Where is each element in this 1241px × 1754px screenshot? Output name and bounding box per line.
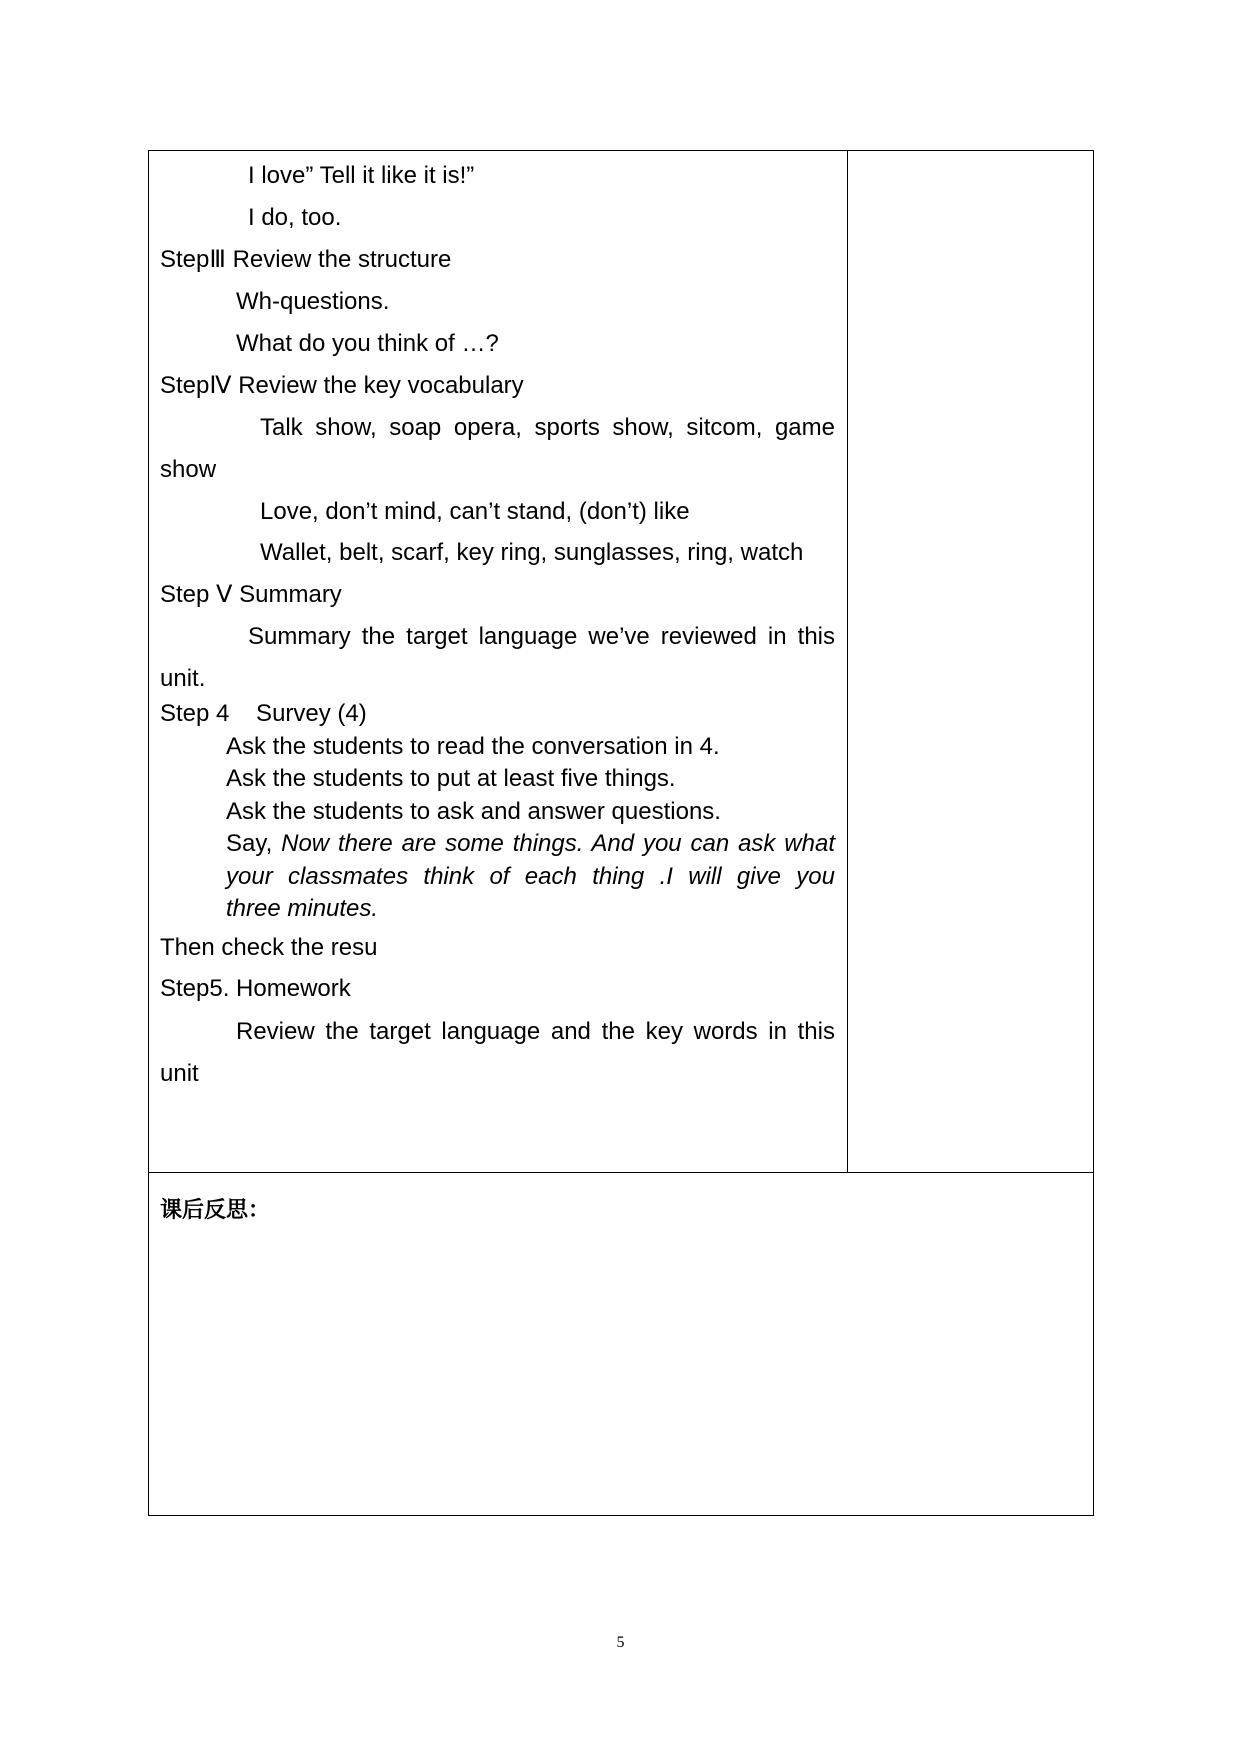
dialogue-line: I love” Tell it like it is!”	[248, 162, 475, 189]
step-heading: Step 4 Survey (4)	[160, 700, 367, 727]
lesson-line: What do you think of …?	[236, 330, 499, 357]
step-heading: Step Ⅴ Summary	[160, 581, 342, 608]
step-heading: StepⅣ Review the key vocabulary	[160, 372, 524, 399]
dialogue-line: I do, too.	[248, 204, 342, 231]
lesson-line: Ask the students to ask and answer questions.	[226, 798, 721, 825]
lesson-line	[226, 830, 835, 858]
lesson-line: Ask the students to read the conversation in 4.	[226, 733, 720, 760]
lesson-line: unit.	[160, 665, 206, 692]
italic-quote: your classmates think of each thing .I will give you	[226, 863, 835, 890]
table-row-divider	[148, 1172, 1094, 1173]
lesson-line: unit	[160, 1060, 199, 1087]
table-column-divider	[847, 150, 848, 1172]
lesson-line: Summary the target language we’ve reviewed in this	[248, 623, 835, 650]
lesson-line: Wh-questions.	[236, 288, 390, 315]
vocabulary-line: Talk show, soap opera, sports show, sitcom, game	[260, 414, 835, 441]
step-heading: Step5. Homework	[160, 975, 351, 1002]
lesson-line: Then check the resu	[160, 934, 378, 961]
italic-quote: three minutes.	[226, 895, 379, 922]
step-heading: StepⅢ Review the structure	[160, 246, 452, 273]
vocabulary-line: Wallet, belt, scarf, key ring, sunglasses, ring, watch	[260, 539, 804, 566]
say-prefix: Say,	[226, 830, 282, 857]
vocabulary-line: Love, don’t mind, can’t stand, (don’t) like	[260, 498, 690, 525]
italic-quote: Now there are some things. And you can ask what	[281, 830, 835, 857]
lesson-line: Ask the students to put at least five things.	[226, 765, 676, 792]
lesson-line: Review the target language and the key words in this	[236, 1018, 835, 1045]
reflection-label: 课后反思：	[160, 1198, 271, 1223]
vocabulary-line: show	[160, 456, 217, 483]
page-number: 5	[616, 1634, 625, 1651]
